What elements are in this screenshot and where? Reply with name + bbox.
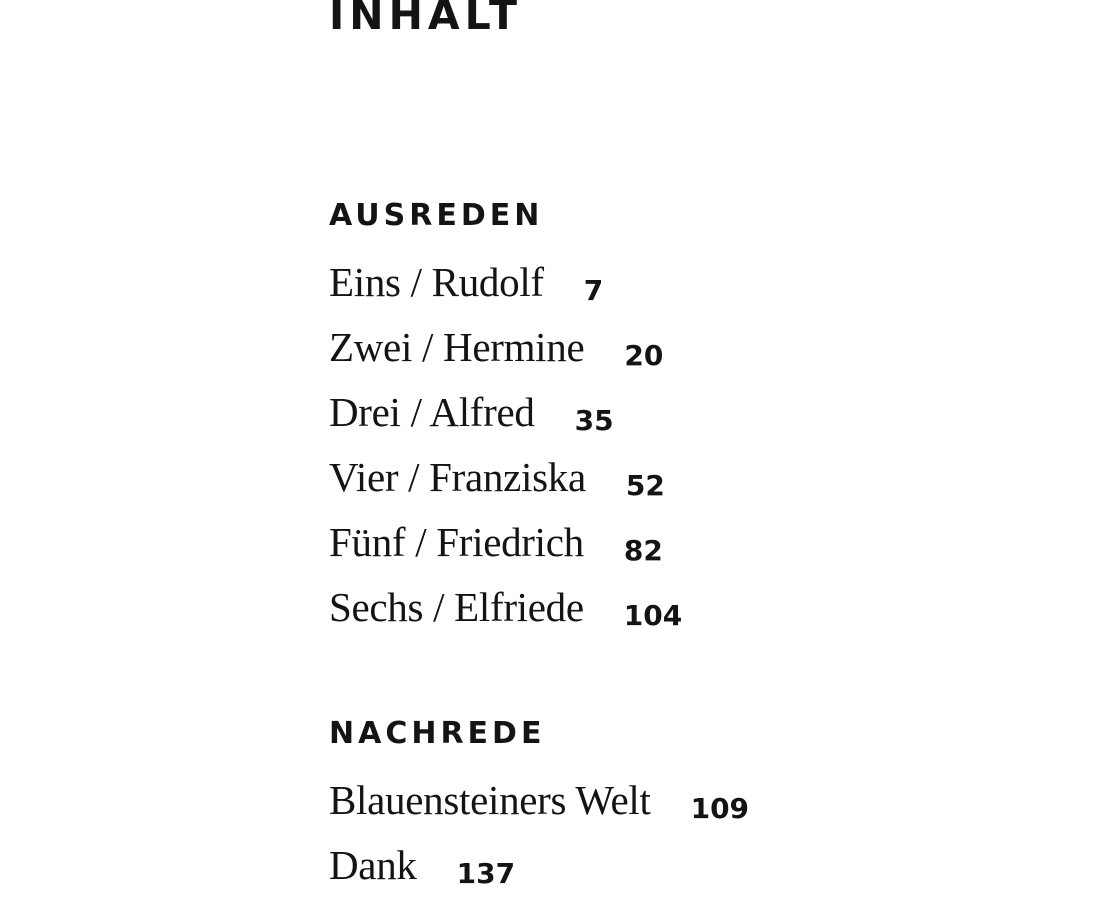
entry-title: Zwei / Hermine	[329, 324, 585, 370]
toc-entry	[329, 838, 749, 903]
entry-page-number: 52	[625, 469, 665, 502]
section-heading-nachrede: NACHREDE	[329, 716, 546, 751]
toc-entry	[329, 515, 682, 580]
entry-title: Vier / Franziska	[329, 454, 586, 500]
toc-list-ausreden	[329, 255, 682, 645]
entry-title: Eins / Rudolf	[329, 259, 544, 305]
toc-entry	[329, 320, 682, 385]
page-title: INHALT	[329, 0, 522, 39]
entry-page-number: 104	[623, 599, 683, 632]
toc-entry	[329, 580, 682, 645]
entry-title: Drei / Alfred	[329, 389, 535, 435]
entry-title: Blauensteiners Welt	[329, 777, 651, 823]
entry-page-number: 7	[583, 274, 604, 307]
entry-page-number: 35	[574, 404, 614, 437]
entry-page-number: 82	[623, 534, 663, 567]
toc-list-nachrede	[329, 773, 749, 903]
entry-title: Sechs / Elfriede	[329, 584, 584, 630]
table-of-contents-page	[329, 0, 1029, 890]
toc-entry	[329, 255, 682, 320]
entry-title: Dank	[329, 842, 417, 888]
toc-entry	[329, 385, 682, 450]
entry-page-number: 137	[456, 857, 516, 890]
toc-entry	[329, 450, 682, 515]
entry-page-number: 109	[690, 792, 750, 825]
entry-title: Fünf / Friedrich	[329, 519, 584, 565]
section-heading-ausreden: AUSREDEN	[329, 198, 544, 233]
toc-entry	[329, 773, 749, 838]
entry-page-number: 20	[624, 339, 664, 372]
